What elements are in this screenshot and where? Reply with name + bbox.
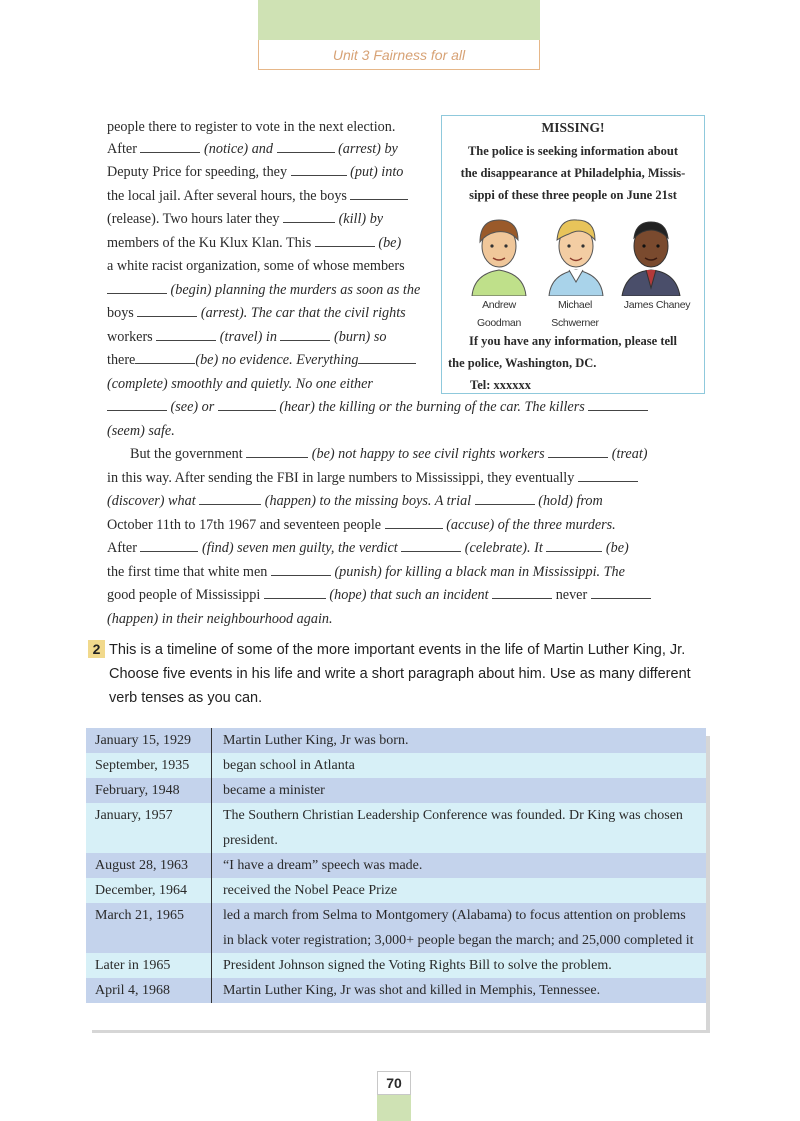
text: (arrest) by xyxy=(338,141,398,157)
passage-line-4 xyxy=(107,186,434,206)
passage-line-17 xyxy=(107,491,704,511)
blank[interactable] xyxy=(291,162,347,176)
timeline-date: April 4, 1968 xyxy=(86,978,212,1003)
text: workers xyxy=(107,329,153,345)
timeline-date: Later in 1965 xyxy=(86,953,212,978)
passage-line-8 xyxy=(107,280,434,300)
timeline-shadow xyxy=(706,736,710,1032)
passage-line-7 xyxy=(107,256,434,276)
text: (seem) safe. xyxy=(107,423,175,439)
missing-intro-2: the disappearance at Philadelphia, Missis- xyxy=(460,166,686,180)
timeline-event: led a march from Selma to Montgomery (Alabama) to focus attention on problems in black voter registration; 3,000+ people began the march; and 25,000 completed it xyxy=(223,908,694,948)
blank[interactable] xyxy=(588,397,648,411)
timeline-date: March 21, 1965 xyxy=(86,903,212,953)
missing-title: MISSING! xyxy=(541,120,605,135)
passage-line-1 xyxy=(107,117,434,137)
blank[interactable] xyxy=(401,538,461,552)
timeline-event: received the Nobel Peace Prize xyxy=(223,883,398,898)
last-name: Schwerner xyxy=(551,317,599,329)
portrait-andrew-goodman xyxy=(466,208,532,296)
timeline-row xyxy=(86,953,706,978)
text: in this way. After sending the FBI in large numbers to Mississippi, they eventually xyxy=(107,470,575,486)
text: (be) xyxy=(605,540,629,556)
blank[interactable] xyxy=(358,350,416,364)
timeline-row xyxy=(86,753,706,778)
text: good people of Mississippi xyxy=(107,587,261,603)
text: (punish) for killing a black man in Mississippi. The xyxy=(334,564,625,580)
text: (hope) that such an incident xyxy=(329,587,489,603)
text: (be) no evidence. Everything xyxy=(195,352,359,368)
timeline-date: December, 1964 xyxy=(86,878,212,903)
text: (discover) what xyxy=(107,493,196,509)
passage-line-22 xyxy=(107,609,704,629)
first-name: James Chaney xyxy=(623,299,691,311)
blank[interactable] xyxy=(350,186,408,200)
passage-line-20 xyxy=(107,562,704,582)
blank[interactable] xyxy=(277,139,335,153)
missing-intro-1: The police is seeking information about xyxy=(467,144,679,158)
text: boys xyxy=(107,305,134,321)
blank[interactable] xyxy=(546,538,602,552)
blank[interactable] xyxy=(385,515,443,529)
blank[interactable] xyxy=(140,139,200,153)
missing-poster xyxy=(441,115,705,394)
blank[interactable] xyxy=(140,538,198,552)
blank[interactable] xyxy=(283,209,335,223)
missing-intro-3: sippi of these three people on June 21st xyxy=(469,188,677,202)
page-number: 70 xyxy=(377,1071,411,1095)
blank[interactable] xyxy=(264,585,326,599)
passage-line-16 xyxy=(107,468,704,488)
text: Deputy Price for speeding, they xyxy=(107,164,288,180)
timeline-row xyxy=(86,728,706,753)
timeline-row xyxy=(86,853,706,878)
text: (kill) by xyxy=(338,211,384,227)
passage-line-18 xyxy=(107,515,704,535)
timeline-date: January, 1957 xyxy=(86,803,212,853)
text: a white racist organization, some of whose members xyxy=(107,258,405,274)
blank[interactable] xyxy=(492,585,552,599)
timeline-event: Martin Luther King, Jr was shot and killed in Memphis, Tennessee. xyxy=(223,983,601,998)
passage-line-9 xyxy=(107,303,434,323)
passage-line-10 xyxy=(107,327,434,347)
blank[interactable] xyxy=(137,303,197,317)
name-michael-schwerner xyxy=(538,296,612,332)
text: October 11th to 17th 1967 and seventeen people xyxy=(107,517,382,533)
blank[interactable] xyxy=(271,562,331,576)
missing-contact-2: the police, Washington, DC. xyxy=(448,356,597,370)
blank[interactable] xyxy=(315,233,375,247)
text: (find) seven men guilty, the verdict xyxy=(202,540,398,556)
timeline-date: September, 1935 xyxy=(86,753,212,778)
timeline-row xyxy=(86,803,706,853)
last-name: Goodman xyxy=(476,317,521,329)
timeline-event: became a minister xyxy=(223,783,325,798)
text: there xyxy=(107,352,136,368)
blank[interactable] xyxy=(246,444,308,458)
text: (notice) and xyxy=(204,141,273,157)
blank[interactable] xyxy=(280,327,330,341)
text: (release). Two hours later they xyxy=(107,211,280,227)
timeline-event: President Johnson signed the Voting Rights Bill to solve the problem. xyxy=(223,958,612,973)
passage-line-14 xyxy=(107,421,704,441)
text: (hear) the killing or the burning of the car. The killers xyxy=(279,399,585,415)
exercise-instruction: This is a timeline of some of the more important events in the life of Martin Luther King, Jr. Choose five events in his life and write a short paragraph about him. Use as many different verb tenses as you can. xyxy=(109,642,691,706)
text: But the government xyxy=(130,446,243,462)
name-james-chaney xyxy=(612,296,702,314)
timeline-row xyxy=(86,903,706,953)
text: (hold) from xyxy=(538,493,603,509)
passage-line-2 xyxy=(107,139,434,159)
text: (celebrate). It xyxy=(464,540,543,556)
timeline-event: began school in Atlanta xyxy=(223,758,355,773)
text: (happen) to the missing boys. A trial xyxy=(264,493,472,509)
blank[interactable] xyxy=(218,397,276,411)
blank[interactable] xyxy=(107,280,167,294)
blank[interactable] xyxy=(591,585,651,599)
timeline-event: “I have a dream” speech was made. xyxy=(223,858,423,873)
missing-contact-3: Tel: xxxxxx xyxy=(470,378,531,392)
text: never xyxy=(555,587,588,603)
blank[interactable] xyxy=(578,468,638,482)
passage-line-15 xyxy=(107,444,704,464)
missing-contact-1: If you have any information, please tell xyxy=(469,334,677,348)
passage-line-21 xyxy=(107,585,704,605)
first-name: Andrew xyxy=(482,299,516,311)
name-andrew-goodman xyxy=(462,296,536,332)
text: (see) or xyxy=(170,399,215,415)
blank[interactable] xyxy=(199,491,261,505)
text: members of the Ku Klux Klan. This xyxy=(107,235,312,251)
timeline-date: February, 1948 xyxy=(86,778,212,803)
text: the local jail. After several hours, the boys xyxy=(107,188,347,204)
timeline-event: Martin Luther King, Jr was born. xyxy=(223,733,409,748)
timeline-row xyxy=(86,978,706,1003)
text: (happen) in their neighbourhood again. xyxy=(107,611,333,627)
passage-line-12 xyxy=(107,374,434,394)
text: the first time that white men xyxy=(107,564,268,580)
blank[interactable] xyxy=(475,491,535,505)
text: (put) into xyxy=(350,164,404,180)
text: (arrest). The car that the civil rights xyxy=(200,305,406,321)
text: (begin) planning the murders as soon as the xyxy=(170,282,421,298)
text: people there to register to vote in the next election. xyxy=(107,119,396,135)
timeline-date: August 28, 1963 xyxy=(86,853,212,878)
text: (accuse) of the three murders. xyxy=(446,517,616,533)
text: (burn) so xyxy=(334,329,387,345)
portrait-michael-schwerner xyxy=(543,208,609,296)
portrait-james-chaney xyxy=(618,208,684,296)
text: After xyxy=(107,141,137,157)
passage-line-19 xyxy=(107,538,704,558)
passage-line-11 xyxy=(107,350,434,370)
text: After xyxy=(107,540,137,556)
timeline-row xyxy=(86,878,706,903)
unit-label: Unit 3 Fairness for all xyxy=(258,40,540,70)
text: (be) xyxy=(378,235,402,251)
text: (be) not happy to see civil rights workers xyxy=(311,446,545,462)
text: (treat) xyxy=(611,446,648,462)
timeline-shadow-bottom xyxy=(92,1030,710,1033)
passage-line-3 xyxy=(107,162,434,182)
passage-line-6 xyxy=(107,233,434,253)
blank[interactable] xyxy=(107,397,167,411)
blank[interactable] xyxy=(135,350,195,364)
timeline-event: The Southern Christian Leadership Conference was founded. Dr King was chosen president. xyxy=(223,808,683,848)
text: (complete) smoothly and quietly. No one either xyxy=(107,376,373,392)
blank[interactable] xyxy=(156,327,216,341)
blank[interactable] xyxy=(548,444,608,458)
passage-line-5 xyxy=(107,209,434,229)
first-name: Michael xyxy=(557,299,593,311)
footer-band xyxy=(377,1095,411,1121)
timeline-row xyxy=(86,778,706,803)
header-band xyxy=(258,0,540,40)
passage-line-13 xyxy=(107,397,704,417)
timeline-date: January 15, 1929 xyxy=(86,728,212,753)
exercise-number-badge: 2 xyxy=(88,640,105,658)
timeline-table xyxy=(86,728,706,1003)
text: (travel) in xyxy=(219,329,277,345)
